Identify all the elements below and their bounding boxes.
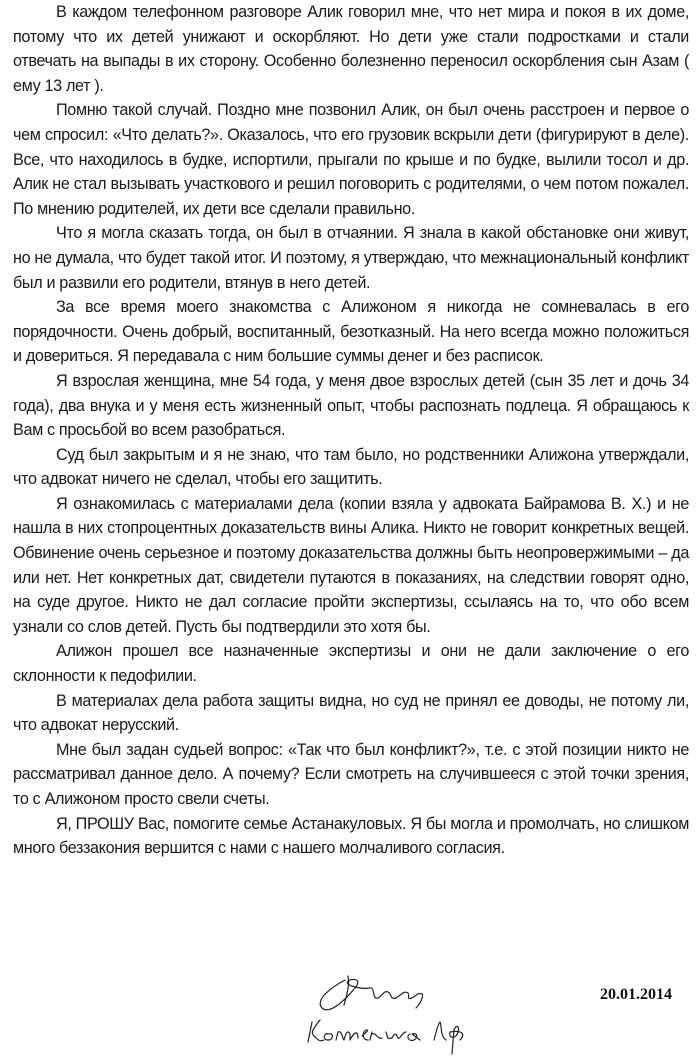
paragraph-6: Суд был закрытым и я не знаю, что там было, но родственники Алижона утверждали, что адвокат ничего не сделал, чтобы его защитить. xyxy=(13,445,689,489)
signature-block xyxy=(0,960,698,1059)
paragraph-11: Я, ПРОШУ Вас, помогите семье Астанакуловых. Я бы могла и промолчать, но слишком много беззакония вершится с нами с нашего молчаливого согласия. xyxy=(13,814,689,858)
letter-date: 20.01.2014 xyxy=(600,986,672,1003)
handwritten-signature xyxy=(300,960,490,1059)
paragraph-5: Я взрослая женщина, мне 54 года, у меня двое взрослых детей (сын 35 лет и дочь 34 года), два внука и у меня есть жизненный опыт, чтобы распознать подлеца. Я обращаюсь к Вам с просьбой во всем разобраться. xyxy=(13,371,689,440)
paragraph-3: Что я могла сказать тогда, он был в отчаянии. Я знала в какой обстановке они живут, но не думала, что будет такой итог. И поэтому, я утверждаю, что межнациональный конфликт был и развили его родители, втянув в него детей. xyxy=(13,224,689,292)
paragraph-10: Мне был задан судьей вопрос: «Так что был конфликт?», т.е. с этой позиции никто не рассматривал данное дело. А почему? Если смотреть на случившееся с этой точки зрения, то с Алижоном просто свели счеты. xyxy=(13,740,689,808)
paragraph-2: Помню такой случай. Поздно мне позвонил Алик, он был очень расстроен и первое о чем спросил: «Что делать?». Оказалось, что его грузовик вскрыли дети (фигурируют в деле). Все, что находилось в будке, испортили, прыгали по крыше и по будке, вылили тосол и др. Алик не стал вызывать участкового и решил поговорить с родителями, о чем потом пожалел. По мнению родителей, их дети все сделали правильно. xyxy=(13,101,689,218)
letter-body xyxy=(13,0,689,861)
paragraph-9: В материалах дела работа защиты видна, но суд не принял ее доводы, не потому ли, что адвокат нерусский. xyxy=(13,691,689,735)
paragraph-7: Я ознакомилась с материалами дела (копии взяла у адвоката Байрамова В. Х.) и не нашла в них стопроцентных доказательств вины Алика. Никто не говорит конкретных вещей. Обвинение очень серьезное и поэтому доказательства должны быть неопровержимыми – да или нет. Нет конкретных дат, свидетели путаются в показаниях, на следствии говорят одно, на суде другое. Никто не дал согласие пройти экспертизы, ссылаясь на то, что обо всем узнали со слов детей. Пусть бы подтвердили это хотя бы. xyxy=(13,494,689,636)
paragraph-8: Алижон прошел все назначенные экспертизы и они не дали заключение о его склонности к педофилии. xyxy=(13,642,689,686)
paragraph-1: В каждом телефонном разговоре Алик говорил мне, что нет мира и покоя в их доме, потому что их детей унижают и оскорбляют. Но дети уже стали подростками и стали отвечать на выпады в их сторону. Особенно болезненно переносил оскорбления сын Азам ( ему 13 лет ). xyxy=(13,3,689,95)
paragraph-4: За все время моего знакомства с Алижоном я никогда не сомневалась в его порядочности. Очень добрый, воспитанный, безотказный. На него всегда можно положиться и довериться. Я передавала с ним большие суммы денег и без расписок. xyxy=(13,298,689,366)
